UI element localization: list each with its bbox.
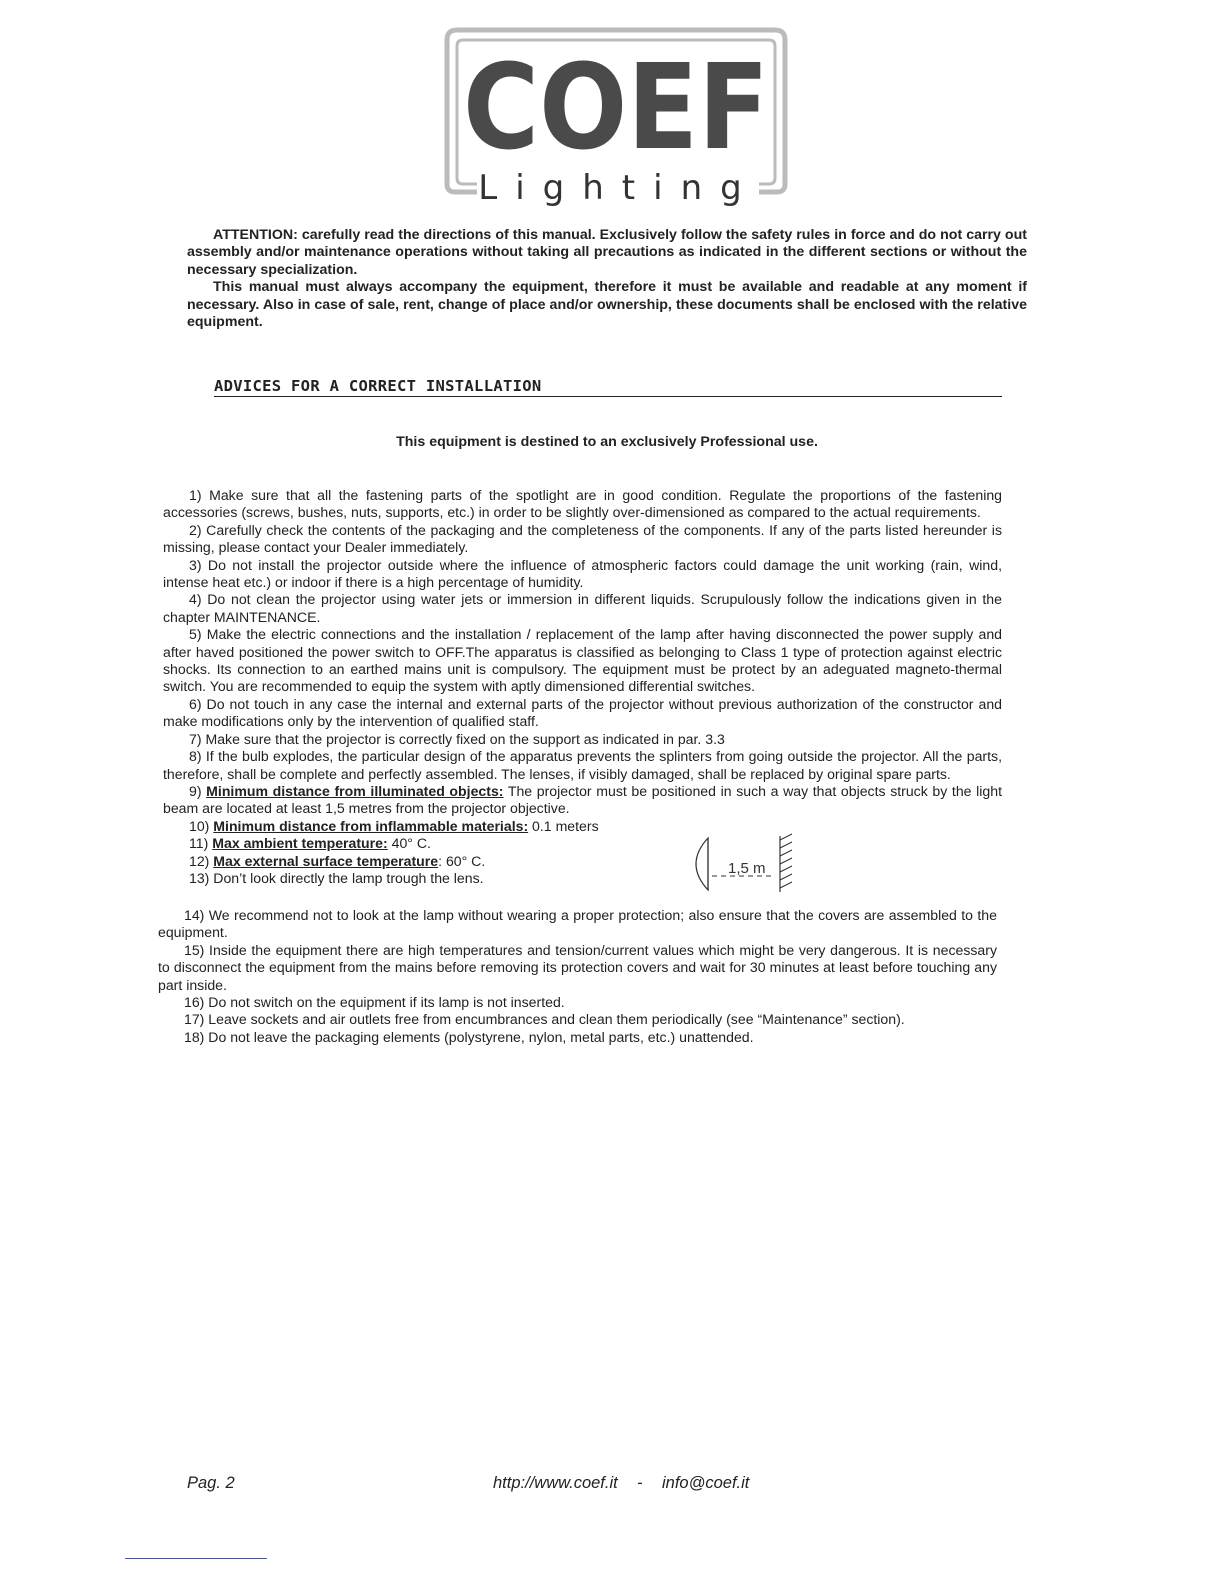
bottom-rule <box>125 1558 267 1559</box>
website-link[interactable]: http://www.coef.it <box>493 1474 618 1492</box>
installation-advice-list <box>163 487 1002 887</box>
footer-separator: - <box>637 1474 643 1492</box>
item-label: Minimum distance from inflammable materials: <box>213 817 529 834</box>
list-item <box>163 835 1002 852</box>
list-item: 2) Carefully check the contents of the packaging and the completeness of the components. If any of the parts listed hereunder is missing, please contact your Dealer immediately. <box>163 521 1002 556</box>
attention-paragraph: ATTENTION: carefully read the directions of this manual. Exclusively follow the safety rules in force and do not carry out assembly and/or maintenance operations without taking all precautions as indicated in the different sections or without the necessary specialization. <box>187 227 1027 278</box>
list-item <box>163 853 1002 870</box>
list-item: 3) Do not install the projector outside where the influence of atmospheric factors could damage the unit working (rain, wind, intense heat etc.) or indoor if there is a high percentage of humidity. <box>163 556 1002 591</box>
attention-paragraph: This manual must always accompany the equipment, therefore it must be available and readable at any moment if necessary. Also in case of sale, rent, change of place and/or ownership, these documents shall be enclosed with the relative equipment. <box>187 279 1027 331</box>
item-text: The projector must be positioned in such a way that objects struck by the light beam are located at least 1,5 metres from the projector objective. <box>163 782 1003 817</box>
section-title: ADVICES FOR A CORRECT INSTALLATION <box>214 377 1002 397</box>
projector-distance-icon <box>686 832 800 896</box>
item-text: : 60° C. <box>438 852 486 869</box>
item-label: Max ambient temperature: <box>212 835 388 852</box>
list-item: 13) Don’t look directly the lamp trough the lens. <box>189 869 484 886</box>
list-item: 7) Make sure that the projector is correctly fixed on the support as indicated in par. 3.3 <box>189 730 725 747</box>
list-item: 1) Make sure that all the fastening parts of the spotlight are in good condition. Regulate the proportions of the fastening accessories (screws, bushes, nuts, supports, etc.) in order to be slightly over-dimensioned as compared to the actual requirements. <box>163 487 1002 521</box>
item-number: 9) <box>189 782 207 799</box>
item-label: Minimum distance from illuminated objects: <box>206 782 504 799</box>
list-item: 5) Make the electric connections and the installation / replacement of the lamp after having disconnected the power supply and after haved positioned the power switch to OFF.The apparatus is classified as belonging to Class 1 type of protection against electric shocks. Its connection to an earthed mains unit is compulsory. The equipment must be protect by an adeguated magneto-thermal switch. You are recommended to equip the system with aptly dimensioned differential switches. <box>163 626 1002 695</box>
svg-text:COEF: COEF <box>463 38 769 176</box>
list-item: 6) Do not touch in any case the internal and external parts of the projector without previous authorization of the constructor and make modifications only by the intervention of qualified staff. <box>163 695 1002 730</box>
distance-label: 1,5 m <box>728 860 766 877</box>
list-item <box>163 783 1002 818</box>
page-number: Pag. 2 <box>187 1474 235 1492</box>
email-link[interactable]: info@coef.it <box>662 1474 750 1492</box>
list-item: 18) Do not leave the packaging elements (polystyrene, nylon, metal parts, etc.) unattended. <box>184 1028 754 1045</box>
list-item <box>163 818 1002 835</box>
item-number: 11) <box>189 835 213 852</box>
list-item: 15) Inside the equipment there are high temperatures and tension/current values which might be very dangerous. It is necessary to disconnect the equipment from the mains before removing its protection covers and wait for 30 minutes at least before touching any part inside. <box>158 941 997 993</box>
list-item: 14) We recommend not to look at the lamp without wearing a proper protection; also ensure that the covers are assembled to the equipment. <box>158 907 997 941</box>
list-item: 8) If the bulb explodes, the particular design of the apparatus prevents the splinters from going outside the projector. All the parts, therefore, shall be complete and perfectly assembled. The lenses, if visibly damaged, shall be replaced by original spare parts. <box>163 748 1002 782</box>
professional-use-note: This equipment is destined to an exclusively Professional use. <box>396 434 818 450</box>
list-item: 16) Do not switch on the equipment if its lamp is not inserted. <box>184 994 565 1011</box>
attention-notice <box>187 227 1027 331</box>
logo-graphic <box>441 24 791 206</box>
distance-diagram <box>686 832 800 896</box>
coef-lighting-logo <box>441 24 791 206</box>
svg-text:Lighting: Lighting <box>478 168 760 206</box>
item-text: 0.1 meters <box>528 817 599 834</box>
item-label: Max external surface temperature <box>213 852 439 869</box>
item-number: 12) <box>189 852 214 869</box>
item-number: 10) <box>189 817 214 834</box>
item-text: 40° C. <box>387 835 431 852</box>
list-item: 4) Do not clean the projector using water jets or immersion in different liquids. Scrupulously follow the indications given in the chapter MAINTENANCE. <box>163 591 1002 625</box>
installation-advice-list-continued <box>158 907 997 1046</box>
list-item: 17) Leave sockets and air outlets free from encumbrances and clean them periodically (see “Maintenance” section). <box>184 1011 905 1028</box>
